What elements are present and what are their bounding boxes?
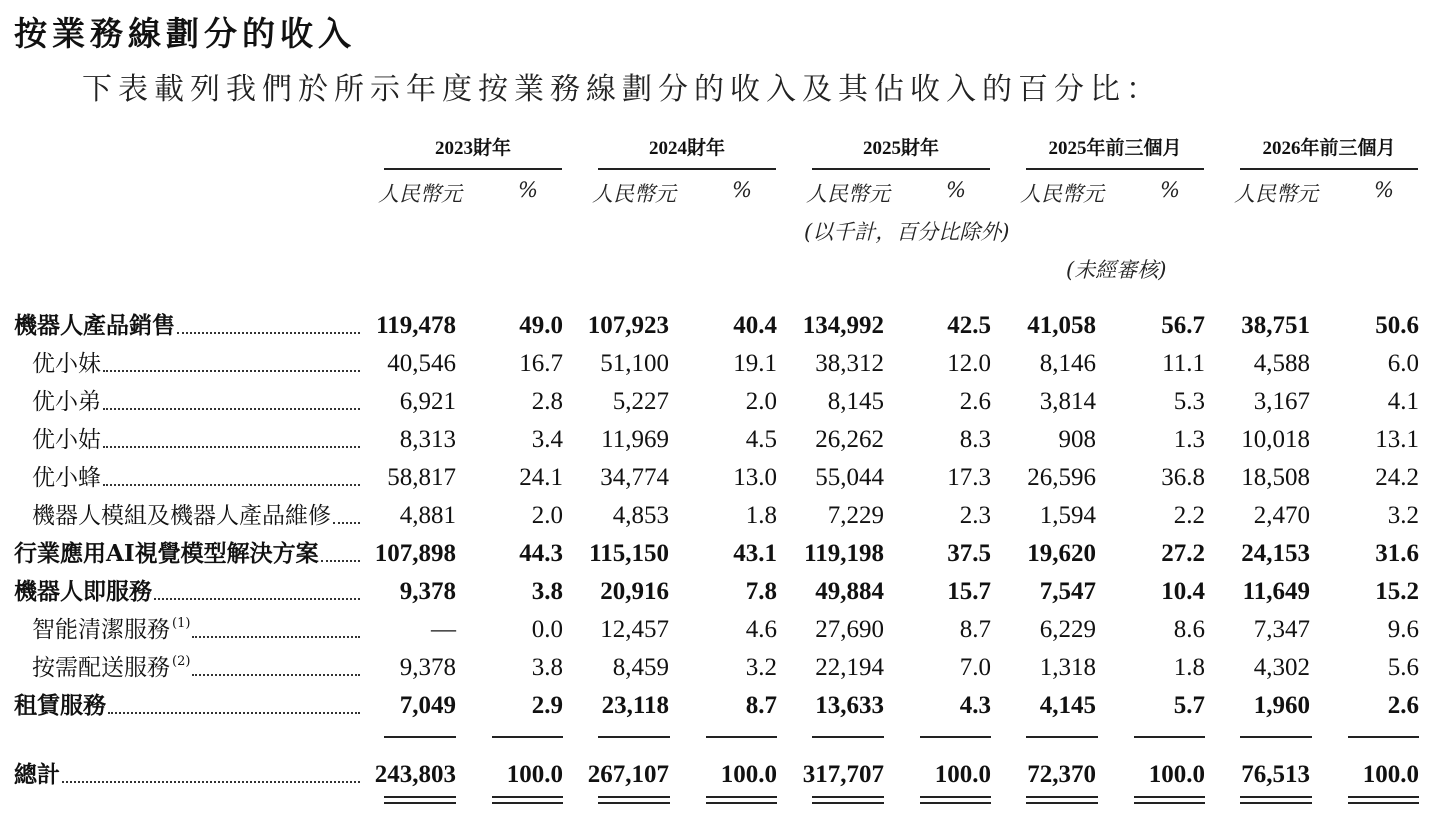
row-label <box>32 345 362 383</box>
value-cell: 26,596 <box>1027 464 1096 491</box>
value-cell: 38,751 <box>1241 312 1310 339</box>
value-cell: 19,620 <box>1027 540 1096 567</box>
row-label <box>32 649 362 687</box>
period-header-2025-q: 2025年前三個月 <box>1026 132 1204 170</box>
value-cell: 22,194 <box>815 654 884 681</box>
value-cell: 43.1 <box>733 540 777 567</box>
row-label-text: 优小姑 <box>32 427 101 453</box>
row-label-text: 機器人即服務 <box>14 578 152 605</box>
value-cell: 9.6 <box>1387 616 1419 643</box>
subtotal-rule <box>384 736 456 739</box>
sub-header-pct: % <box>732 178 752 202</box>
value-cell: 10,018 <box>1241 426 1310 453</box>
row-label-text: 按需配送服務 <box>32 655 170 681</box>
row-label <box>32 459 362 497</box>
subtotal-rule <box>1348 736 1419 739</box>
value-cell: 9,378 <box>399 578 456 605</box>
value-cell: 8.7 <box>745 692 777 719</box>
row-label-text: 优小妹 <box>32 351 101 377</box>
value-cell: 10.4 <box>1161 578 1205 605</box>
value-cell: 0.0 <box>531 616 563 643</box>
value-cell: 11.1 <box>1162 350 1205 377</box>
value-cell: 40,546 <box>387 350 456 377</box>
leader-dots <box>103 370 360 372</box>
value-cell: 24.2 <box>1375 464 1419 491</box>
value-cell: 7,229 <box>827 502 884 529</box>
value-cell: 42.5 <box>947 312 991 339</box>
value-cell: 2.0 <box>531 502 563 529</box>
unaudited-note: (未經審核) <box>1066 258 1167 282</box>
total-double-rule <box>706 796 777 804</box>
value-cell: 50.6 <box>1375 312 1419 339</box>
value-cell: 1.8 <box>745 502 777 529</box>
value-cell: 100.0 <box>934 761 991 788</box>
subtotal-rule <box>598 736 670 739</box>
value-cell: 12,457 <box>600 616 669 643</box>
row-label <box>14 687 362 725</box>
value-cell: 7.0 <box>959 654 991 681</box>
table-row <box>0 649 1440 687</box>
subtotal-rule <box>1240 736 1312 739</box>
value-cell: 24,153 <box>1241 540 1310 567</box>
value-cell: 7,347 <box>1253 616 1310 643</box>
value-cell: 31.6 <box>1375 540 1419 567</box>
value-cell: 24.1 <box>519 464 563 491</box>
value-cell: 107,898 <box>374 540 456 567</box>
value-cell: 134,992 <box>802 312 884 339</box>
total-double-rule <box>492 796 563 804</box>
leader-dots <box>192 636 360 638</box>
value-cell: 2.8 <box>531 388 563 415</box>
value-cell: 2.9 <box>531 692 563 719</box>
value-cell: 2.3 <box>959 502 991 529</box>
value-cell: 6,921 <box>399 388 456 415</box>
subtotal-rule <box>706 736 777 739</box>
value-cell: 37.5 <box>947 540 991 567</box>
total-double-rule <box>1348 796 1419 804</box>
value-cell: 4.5 <box>745 426 777 453</box>
value-cell: 11,649 <box>1242 578 1310 605</box>
value-cell: 8.3 <box>959 426 991 453</box>
value-cell: 1.3 <box>1173 426 1205 453</box>
sub-header-rmb: 人民幣元 <box>592 182 676 206</box>
table-row <box>0 535 1440 573</box>
value-cell: 119,198 <box>804 540 884 567</box>
value-cell: 119,478 <box>376 312 456 339</box>
value-cell: 317,707 <box>802 761 884 788</box>
value-cell: 36.8 <box>1161 464 1205 491</box>
leader-dots <box>62 781 360 783</box>
value-cell: 26,262 <box>815 426 884 453</box>
value-cell: 72,370 <box>1027 761 1096 788</box>
table-row <box>0 611 1440 649</box>
row-label <box>14 535 362 573</box>
leader-dots <box>103 408 360 410</box>
value-cell: 13.0 <box>733 464 777 491</box>
row-label-text: 优小弟 <box>32 389 101 415</box>
value-cell: 267,107 <box>587 761 669 788</box>
table-row <box>0 307 1440 345</box>
row-label <box>32 497 362 535</box>
subtotal-rule <box>1026 736 1098 739</box>
value-cell: 100.0 <box>506 761 563 788</box>
value-cell: 3.8 <box>531 578 563 605</box>
row-label <box>32 611 362 649</box>
sub-header-pct: % <box>1160 178 1180 202</box>
value-cell: 4,588 <box>1253 350 1310 377</box>
period-header-2025: 2025財年 <box>812 132 990 170</box>
table-row <box>0 687 1440 725</box>
leader-dots <box>333 522 360 524</box>
value-cell: 40.4 <box>733 312 777 339</box>
value-cell: 2.0 <box>745 388 777 415</box>
row-label-text: 機器人模組及機器人產品維修 <box>32 503 331 529</box>
value-cell: 58,817 <box>387 464 456 491</box>
value-cell: 4.3 <box>959 692 991 719</box>
footnote-marker: (1) <box>172 616 191 631</box>
value-cell: 4.1 <box>1387 388 1419 415</box>
value-cell: 6.0 <box>1387 350 1419 377</box>
sub-header-rmb: 人民幣元 <box>806 182 890 206</box>
total-double-rule <box>920 796 991 804</box>
total-double-rule <box>598 796 670 804</box>
sub-header-rmb: 人民幣元 <box>378 182 462 206</box>
total-label: 總計 <box>14 761 60 788</box>
value-cell: 4,853 <box>612 502 669 529</box>
leader-dots <box>108 712 360 714</box>
sub-header-rmb: 人民幣元 <box>1234 182 1318 206</box>
value-cell: 3.2 <box>745 654 777 681</box>
value-cell: 8,145 <box>827 388 884 415</box>
value-cell: 8,313 <box>399 426 456 453</box>
intro-text: 下表載列我們於所示年度按業務線劃分的收入及其佔收入的百分比： <box>82 72 1162 107</box>
value-cell: 2.6 <box>1387 692 1419 719</box>
value-cell: 44.3 <box>519 540 563 567</box>
value-cell: 5.3 <box>1173 388 1205 415</box>
row-label-text: 機器人產品銷售 <box>14 312 175 339</box>
value-cell: 7.8 <box>745 578 777 605</box>
value-cell: 19.1 <box>733 350 777 377</box>
value-cell: 15.7 <box>947 578 991 605</box>
value-cell: 51,100 <box>600 350 669 377</box>
value-cell: — <box>431 616 456 643</box>
leader-dots <box>103 484 360 486</box>
value-cell: 49,884 <box>815 578 884 605</box>
value-cell: 41,058 <box>1027 312 1096 339</box>
value-cell: 6,229 <box>1039 616 1096 643</box>
value-cell: 5.7 <box>1173 692 1205 719</box>
table-row <box>0 421 1440 459</box>
footnote-marker: (2) <box>172 654 191 669</box>
subtotal-rule <box>492 736 563 739</box>
value-cell: 2,470 <box>1253 502 1310 529</box>
total-row <box>0 756 1440 794</box>
value-cell: 18,508 <box>1241 464 1310 491</box>
subtotal-rule <box>812 736 884 739</box>
value-cell: 1,960 <box>1253 692 1310 719</box>
value-cell: 3.4 <box>531 426 563 453</box>
sub-header-pct: % <box>946 178 966 202</box>
value-cell: 15.2 <box>1375 578 1419 605</box>
value-cell: 4.6 <box>745 616 777 643</box>
value-cell: 100.0 <box>720 761 777 788</box>
value-cell: 4,145 <box>1039 692 1096 719</box>
value-cell: 4,302 <box>1253 654 1310 681</box>
row-label <box>14 307 362 345</box>
value-cell: 100.0 <box>1148 761 1205 788</box>
value-cell: 16.7 <box>519 350 563 377</box>
row-label-text: 行業應用AI視覺模型解決方案 <box>14 540 319 567</box>
table-row <box>0 573 1440 611</box>
row-label-text: 租賃服務 <box>14 692 106 719</box>
row-label <box>14 573 362 611</box>
value-cell: 38,312 <box>815 350 884 377</box>
value-cell: 17.3 <box>947 464 991 491</box>
leader-dots <box>192 674 360 676</box>
value-cell: 13,633 <box>815 692 884 719</box>
value-cell: 11,969 <box>601 426 669 453</box>
total-double-rule <box>1134 796 1205 804</box>
value-cell: 9,378 <box>399 654 456 681</box>
total-double-rule <box>384 796 456 804</box>
value-cell: 8,146 <box>1039 350 1096 377</box>
value-cell: 27,690 <box>815 616 884 643</box>
value-cell: 34,774 <box>600 464 669 491</box>
value-cell: 115,150 <box>589 540 669 567</box>
value-cell: 8.6 <box>1173 616 1205 643</box>
total-double-rule <box>1026 796 1098 804</box>
sub-header-pct: % <box>1374 178 1394 202</box>
sub-header-pct: % <box>518 178 538 202</box>
leader-dots <box>154 598 360 600</box>
value-cell: 7,547 <box>1039 578 1096 605</box>
value-cell: 1.8 <box>1173 654 1205 681</box>
value-cell: 107,923 <box>587 312 669 339</box>
value-cell: 100.0 <box>1362 761 1419 788</box>
value-cell: 243,803 <box>374 761 456 788</box>
value-cell: 23,118 <box>601 692 669 719</box>
subtotal-rule <box>920 736 991 739</box>
value-cell: 8,459 <box>612 654 669 681</box>
total-double-rule <box>812 796 884 804</box>
leader-dots <box>321 560 360 562</box>
row-label <box>32 383 362 421</box>
value-cell: 49.0 <box>519 312 563 339</box>
value-cell: 908 <box>1058 426 1096 453</box>
unit-note: (以千計，百分比除外) <box>804 220 1010 244</box>
value-cell: 13.1 <box>1375 426 1419 453</box>
row-label-text: 智能清潔服務 <box>32 617 170 643</box>
value-cell: 3,167 <box>1253 388 1310 415</box>
row-label <box>32 421 362 459</box>
leader-dots <box>177 332 360 334</box>
subtotal-rule <box>1134 736 1205 739</box>
table-row <box>0 345 1440 383</box>
value-cell: 7,049 <box>399 692 456 719</box>
value-cell: 5,227 <box>612 388 669 415</box>
value-cell: 56.7 <box>1161 312 1205 339</box>
period-header-2024: 2024財年 <box>598 132 776 170</box>
sub-header-rmb: 人民幣元 <box>1020 182 1104 206</box>
value-cell: 3.8 <box>531 654 563 681</box>
section-title: 按業務線劃分的收入 <box>14 14 356 53</box>
value-cell: 4,881 <box>399 502 456 529</box>
value-cell: 20,916 <box>600 578 669 605</box>
total-double-rule <box>1240 796 1312 804</box>
value-cell: 2.2 <box>1173 502 1205 529</box>
row-label-text: 优小蜂 <box>32 465 101 491</box>
value-cell: 2.6 <box>959 388 991 415</box>
period-header-2026-q: 2026年前三個月 <box>1240 132 1418 170</box>
value-cell: 8.7 <box>959 616 991 643</box>
value-cell: 55,044 <box>815 464 884 491</box>
period-header-2023: 2023財年 <box>384 132 562 170</box>
value-cell: 76,513 <box>1241 761 1310 788</box>
leader-dots <box>103 446 360 448</box>
value-cell: 12.0 <box>947 350 991 377</box>
table-row <box>0 497 1440 535</box>
value-cell: 3.2 <box>1387 502 1419 529</box>
value-cell: 5.6 <box>1387 654 1419 681</box>
table-row <box>0 383 1440 421</box>
value-cell: 27.2 <box>1161 540 1205 567</box>
value-cell: 1,318 <box>1039 654 1096 681</box>
value-cell: 1,594 <box>1039 502 1096 529</box>
row-label <box>14 756 362 794</box>
table-row <box>0 459 1440 497</box>
value-cell: 3,814 <box>1039 388 1096 415</box>
